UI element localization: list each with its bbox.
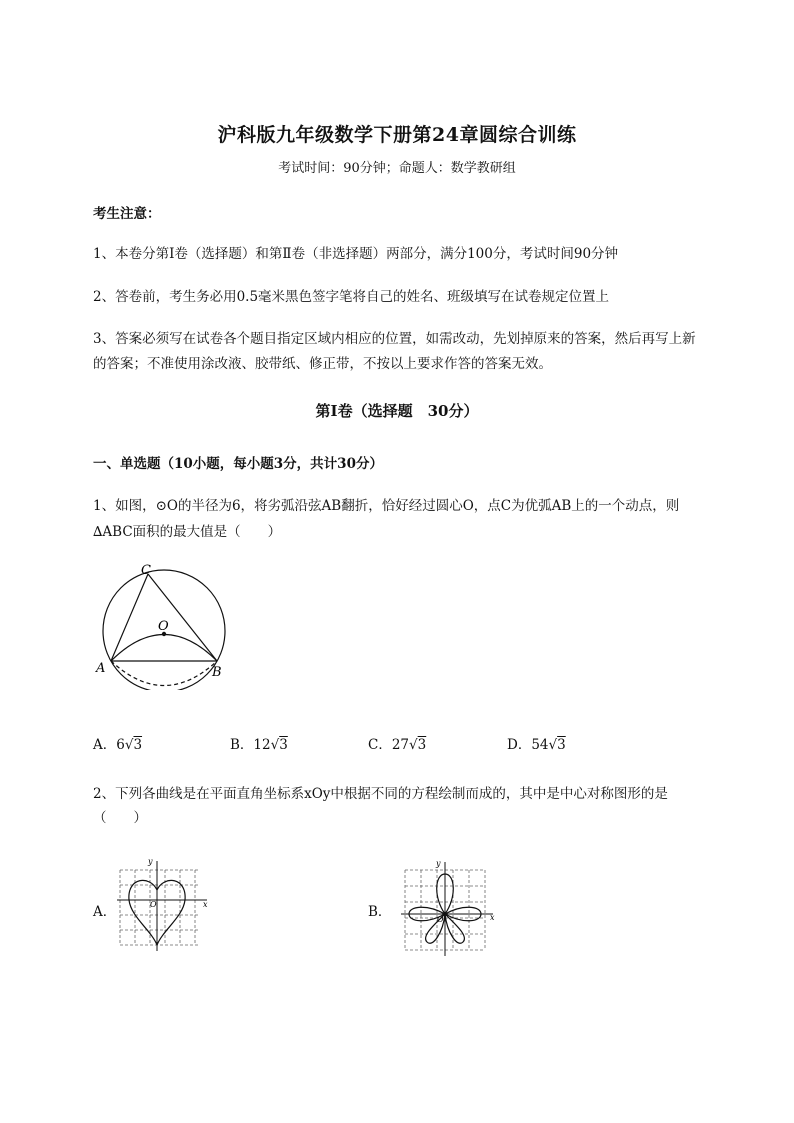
y-label: y <box>436 859 441 868</box>
option-a <box>93 733 142 753</box>
heart-curve-figure <box>115 855 215 955</box>
sqrt-sign: √ <box>409 737 418 753</box>
notice-item: 1、本卷分第I卷（选择题）和第Ⅱ卷（非选择题）两部分，满分100分，考试时间90分钟 <box>93 246 619 262</box>
question-2-text-continued: （ ） <box>93 810 147 826</box>
question-1-figure <box>90 560 240 690</box>
question-1-text-continued: ∆ABC面积的最大值是（ ） <box>93 524 282 540</box>
option-a-prefix: A．6 <box>93 737 125 753</box>
label-a: A <box>96 661 106 676</box>
sqrt-sign: √ <box>124 737 134 753</box>
option-c-prefix: C．27 <box>368 737 410 753</box>
y-label: y <box>148 857 153 866</box>
notice-item: 3、答案必须写在试卷各个题目指定区域内相应的位置，如需改动，先划掉原来的答案，然后再写上新 <box>93 331 696 347</box>
origin-label: O <box>150 900 157 909</box>
option-a-radicand: 3 <box>133 737 143 753</box>
label-b: B <box>212 665 222 680</box>
option-b-prefix: B．12 <box>230 737 271 753</box>
question-2-option-b: B． <box>368 904 392 920</box>
option-b <box>230 733 288 753</box>
grid-lines <box>120 870 200 945</box>
label-c: C <box>141 563 151 578</box>
notice-item-continued: 的答案；不准使用涂改液、胶带纸、修正带，不按以上要求作答的答案无效。 <box>93 356 552 372</box>
page-title: 沪科版九年级数学下册第24章圆综合训练 <box>217 124 577 146</box>
sqrt-sign: √ <box>270 737 280 753</box>
sqrt-sign: √ <box>548 737 558 753</box>
original-minor-arc <box>111 661 217 686</box>
flower-curve-figure <box>395 852 505 962</box>
x-label: x <box>490 913 495 922</box>
segment-ac <box>111 574 148 661</box>
option-c <box>368 733 426 753</box>
option-b-radicand: 3 <box>279 737 288 753</box>
option-c-radicand: 3 <box>417 737 427 753</box>
notice-heading: 考生注意： <box>93 206 161 222</box>
section-title: 第I卷（选择题 30分） <box>315 402 479 420</box>
x-label: x <box>203 900 208 909</box>
question-2-option-a: A． <box>93 904 117 920</box>
folded-arc <box>111 635 217 662</box>
option-d-prefix: D．54 <box>507 737 549 753</box>
page-subtitle: 考试时间：90分钟；命题人：数学教研组 <box>278 161 516 176</box>
label-o: O <box>158 619 169 634</box>
question-1-text: 1、如图，⊙O的半径为6，将劣弧沿弦AB翻折，恰好经过圆心O，点C为优弧AB上的一个动点，则 <box>93 498 680 514</box>
option-d-radicand: 3 <box>557 737 566 753</box>
origin-label: O <box>437 915 444 924</box>
notice-item: 2、答卷前，考生务必用0.5毫米黑色签字笔将自己的姓名、班级填写在试卷规定位置上 <box>93 289 610 305</box>
option-d <box>507 733 566 753</box>
question-2-text: 2、下列各曲线是在平面直角坐标系xOy中根据不同的方程绘制而成的，其中是中心对称图形的是 <box>93 786 668 802</box>
part-heading: 一、单选题（10小题，每小题3分，共计30分） <box>93 456 383 472</box>
